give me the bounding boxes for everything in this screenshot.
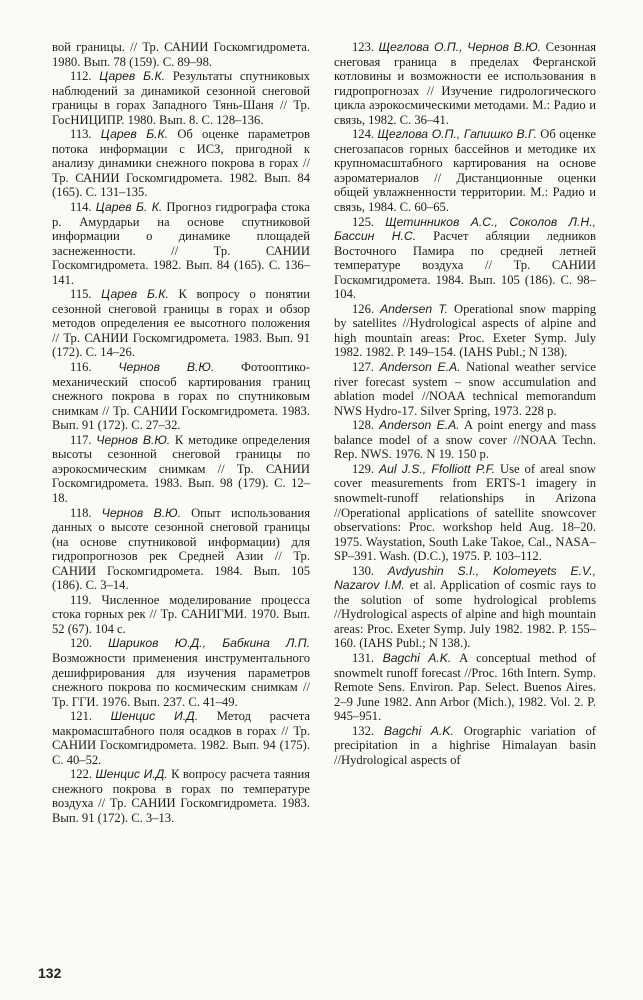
reference-entry: [52, 767, 310, 825]
reference-text: К методике определения высоты сезонной снеговой границы по аэрокосмическим снимкам // Тр. САНИИ Госкомгидромета. 1983. Вып. 98 (179). С. 12–18.: [52, 432, 310, 505]
reference-text: Метод расчета макромасштабного поля осадков в горах // Тр. САНИИ Госкомгидромета. 1982. Вып. 94 (175). С. 40–52.: [52, 709, 310, 767]
reference-entry: [52, 636, 310, 709]
reference-entry: [334, 564, 596, 651]
reference-text: A point energy and mass balance model of a snow cover //NOAA Techn. Rep. NWS. 1976. N 19. 150 p.: [334, 418, 596, 462]
reference-number: 127.: [352, 360, 375, 375]
reference-entry: [52, 69, 310, 127]
reference-author: Щеглова О.П., Чернов В.Ю.: [378, 40, 542, 54]
reference-author: Царев Б. К.: [95, 200, 163, 215]
reference-author: Bagchi A.K.: [383, 723, 454, 738]
reference-text: вой границы. // Тр. САНИИ Госкомгидромета. 1980. Вып. 78 (159). С. 89–98.: [52, 40, 310, 69]
reference-entry: [52, 200, 310, 287]
left-column: [52, 40, 310, 826]
reference-number: 123.: [352, 40, 375, 54]
reference-author: Avdyushin S.I., Kolomeyets E.V., Nazarov I.M.: [334, 563, 596, 593]
reference-number: 125.: [352, 214, 375, 229]
reference-number: 117.: [70, 432, 92, 447]
reference-author: Царев Б.К.: [101, 287, 169, 302]
reference-number: 126.: [352, 301, 375, 316]
reference-text: Численное моделирование процесса стока горных рек // Тр. САНИГМИ. 1970. Вып. 52 (67). 104 с.: [52, 592, 310, 636]
reference-entry: [334, 40, 596, 127]
reference-entry: [52, 709, 310, 767]
reference-entry: [52, 127, 310, 200]
reference-number: 112.: [70, 69, 92, 84]
reference-author: Царев Б.К.: [100, 127, 169, 142]
reference-author: Шариков Ю.Д., Бабкина Л.П.: [108, 636, 310, 651]
reference-number: 115.: [70, 287, 92, 302]
reference-entry: [334, 724, 596, 768]
reference-author: Anderson E.A.: [379, 360, 461, 375]
reference-entry: [334, 127, 596, 214]
page-number: 132: [38, 965, 62, 981]
reference-text: Фотооптико-механический способ картирования границ снежного покрова в горах по спутниковым снимкам // Тр. САНИИ Госкомгидромета. 1983. Вып. 91 (172). С. 27–32.: [52, 360, 310, 433]
reference-entry: [334, 651, 596, 724]
reference-author: Anderson E.A.: [379, 418, 460, 433]
reference-number: 120.: [70, 636, 93, 651]
reference-number: 118.: [70, 505, 92, 520]
reference-entry: [52, 433, 310, 506]
reference-text: National weather service river forecast system – snow accumulation and ablation model //NOAA technical memorandum NWS Hydro-17. Silver Spring, 1973. 228 p.: [334, 360, 596, 418]
reference-author: Чернов В.Ю.: [96, 432, 171, 447]
reference-text: Use of areal snow cover measurements from ERTS-1 imagery in snowmelt-runoff relationships in Arizona //Operational applications of satellite snowcover observations: Proc. workshop held Aug. 18–20. 1975. Waystation, South Lake Takoe, Cal., NASA–SP–391. Wash. (D.C.), 1975. P. 103–112.: [334, 461, 596, 564]
reference-author: Чернов В.Ю.: [101, 505, 181, 520]
right-column: [334, 40, 596, 767]
reference-text: Результаты спутниковых наблюдений за динамикой сезонной снеговой границы в горах Западного Тянь-Шаня // Тр. ГосНИЦИПР. 1980. Вып. 8. С. 128–136.: [52, 69, 310, 127]
reference-number: 131.: [352, 650, 375, 665]
reference-text: Опыт использования данных о высоте сезонной снеговой границы (на основе спутниковой информации) для гидропрогнозов рек Средней Азии // Тр. САНИИ Госкомгидромета. 1984. Вып. 105 (186). С. 3–14.: [52, 505, 311, 593]
reference-text: К вопросу о понятии сезонной снеговой границы в горах и обзор методов определения ее высотного положения // Тр. САНИИ Госкомгидромета. 1983. Вып. 91 (172). С. 14–26.: [52, 287, 310, 360]
reference-text: Об оценке параметров потока информации с ИСЗ, пригодной к анализу динамики снежного покрова в горах // Тр. САНИИ Госкомгидромета. 1982. Вып. 84 (165). С. 131–135.: [52, 127, 310, 200]
reference-entry: [52, 360, 310, 433]
reference-entry: [334, 462, 596, 564]
reference-number: 116.: [70, 360, 92, 375]
reference-author: Щетинников А.С., Соколов Л.Н., Бассин Н.С.: [334, 214, 596, 244]
reference-number: 124.: [352, 127, 375, 142]
reference-text: Orographic variation of precipitation in a highrise Himalayan basin //Hydrological aspects of: [334, 723, 596, 767]
reference-author: Шенцис И.Д.: [110, 709, 199, 724]
reference-author: Andersen T.: [380, 301, 449, 316]
reference-text: et al. Application of cosmic rays to the solution of some hydrological problems //Hydrological aspects of alpine and high mountain areas: Proc. Exeter Symp. July 1982. 1982. P. 155–160. (IAHS Publ.; N 138.).: [334, 578, 596, 651]
reference-entry: [52, 593, 310, 637]
reference-text: К вопросу расчета таяния снежного покрова в горах по температуре воздуха // Тр. САНИИ Госкомгидромета. 1983. Вып. 91 (172). С. 3–13.: [52, 767, 310, 825]
reference-number: 121.: [70, 709, 93, 724]
reference-number: 119.: [70, 592, 92, 607]
reference-text: A conceptual method of snowmelt runoff forecast //Proc. 16th Intern. Symp. Remote Sens. Environ. Pap. Select. Buenos Aires. 2–9 June 1982. Ann Arbor (Mich.), 1982. Vol. 2. P. 945–951.: [334, 650, 596, 724]
reference-entry: [52, 40, 310, 69]
reference-text: Operational snow mapping by satellites //Hydrological aspects of alpine and high mountain areas: Proc. Exeter Symp. July 1982. 1982. P. 149–154. (IAHS Publ.; N 138).: [334, 301, 597, 360]
reference-entry: [52, 506, 310, 593]
reference-text: Расчет абляции ледников Восточного Памира по средней летней температуре воздуха // Тр. САНИИ Госкомгидромета. 1984. Вып. 105 (186). С. 98–104.: [334, 229, 596, 302]
reference-text: Сезонная снеговая граница в пределах Ферганской котловины и возможности ее использования в гидропрогнозах // Изучение гидрологического цикла аэрокосмическими методами. М.: Радио и связь, 1982. С. 36–41.: [334, 40, 596, 127]
reference-author: Bagchi A.K.: [382, 650, 452, 665]
reference-number: 129.: [352, 461, 375, 476]
reference-text: Возможности применения инструментального дешифрирования для изучения параметров снежного покрова по космическим снимкам // Тр. ГГИ. 1976. Вып. 237. С. 41–49.: [52, 650, 310, 709]
reference-entry: [334, 302, 596, 360]
reference-number: 130.: [352, 563, 375, 578]
reference-entry: [334, 215, 596, 302]
reference-author: Чернов В.Ю.: [118, 360, 215, 375]
reference-author: Царев Б.К.: [99, 69, 166, 84]
reference-entry: [52, 287, 310, 360]
reference-author: Шенцис И.Д.: [95, 767, 168, 782]
reference-entry: [334, 360, 596, 418]
reference-number: 128.: [352, 418, 375, 433]
reference-number: 113.: [70, 127, 92, 142]
reference-author: Щеглова О.П., Гапишко В.Г.: [377, 127, 537, 142]
reference-author: Aul J.S., Ffolliott P.F.: [379, 461, 496, 476]
reference-text: Прогноз гидрографа стока р. Амурдарьи на основе спутниковой информации о динамике площадей заснеженности. // Тр. САНИИ Госкомгидромета. 1982. Вып. 84 (165). С. 136–141.: [52, 200, 310, 287]
reference-number: 114.: [70, 200, 92, 215]
reference-text: Об оценке снегозапасов горных бассейнов и методике их крупномасштабного картирования на основе аэроматериалов // Дистанционные оценки общей увлажненности территории. М.: Радио и связь, 1984. С. 60–65.: [334, 127, 596, 215]
reference-number: 122.: [70, 767, 93, 782]
reference-number: 132.: [352, 723, 375, 738]
reference-entry: [334, 418, 596, 462]
